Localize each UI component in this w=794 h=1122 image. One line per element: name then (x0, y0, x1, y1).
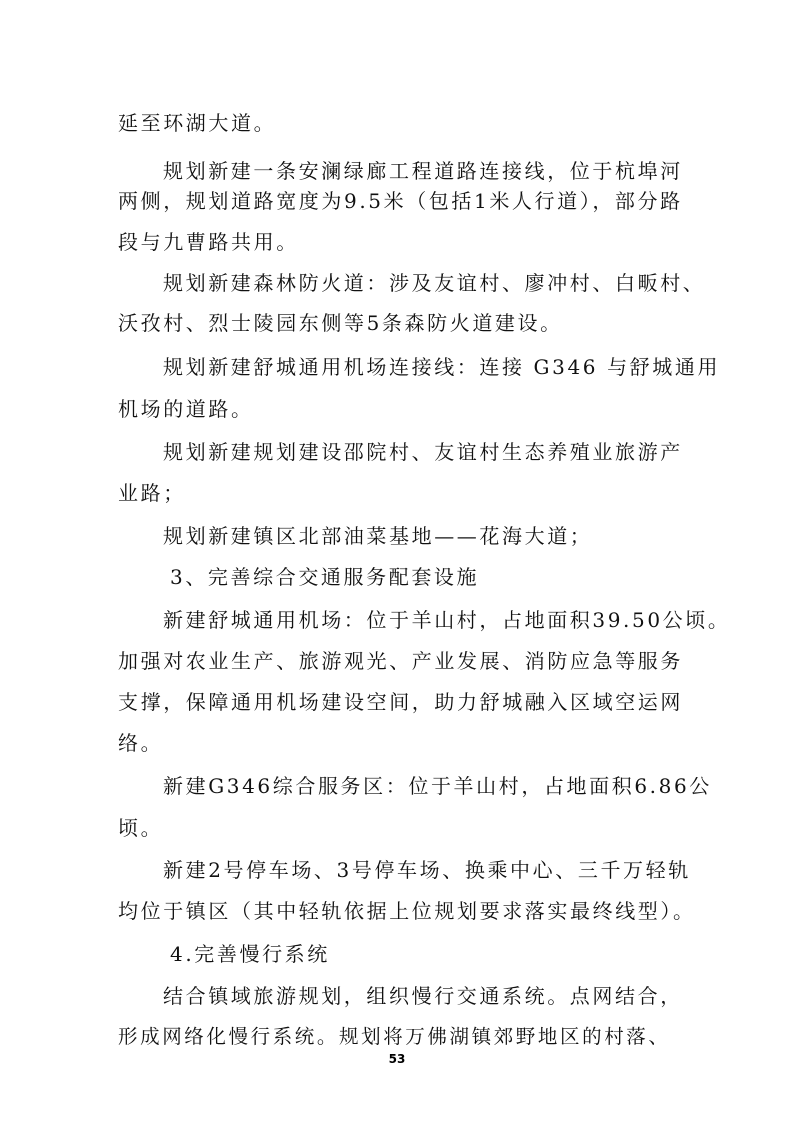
text-line: 机场的道路。 (118, 397, 254, 421)
text-line: 两侧，规划道路宽度为9.5米（包括1米人行道），部分路 (118, 189, 683, 213)
paragraph-first-line: 规划新建镇区北部油菜基地——花海大道； (163, 524, 593, 548)
paragraph-first-line: 新建舒城通用机场：位于羊山村，占地面积39.50公顷。 (163, 608, 731, 632)
paragraph-first-line: 新建G346综合服务区：位于羊山村，占地面积6.86公 (163, 774, 712, 798)
text-line: 段与九曹路共用。 (118, 230, 299, 254)
paragraph-first-line: 结合镇域旅游规划，组织慢行交通系统。点网结合， (163, 984, 683, 1008)
text-line: 支撑，保障通用机场建设空间，助力舒城融入区域空运网 (118, 690, 683, 714)
text-line: 业路； (118, 481, 186, 505)
paragraph-first-line: 规划新建舒城通用机场连接线：连接 G346 与舒城通用 (163, 355, 721, 379)
section-heading: 4.完善慢行系统 (170, 942, 330, 966)
paragraph-first-line: 规划新建森林防火道：涉及友谊村、廖冲村、白畈村、 (163, 271, 706, 295)
text-line: 均位于镇区（其中轻轨依据上位规划要求落实最终线型）。 (118, 899, 696, 923)
text-line: 形成网络化慢行系统。规划将万佛湖镇郊野地区的村落、 (118, 1025, 671, 1048)
paragraph-first-line: 规划新建规划建设邵院村、友谊村生态养殖业旅游产 (163, 440, 683, 464)
paragraph-first-line: 新建2号停车场、3号停车场、换乘中心、三千万轻轨 (163, 858, 691, 882)
paragraph-first-line: 规划新建一条安澜绿廊工程道路连接线，位于杭埠河 (163, 159, 683, 183)
text-line: 延至环湖大道。 (118, 111, 277, 135)
text-line: 络。 (118, 731, 164, 755)
text-line: 顷。 (118, 816, 164, 840)
page-number: 53 (388, 1052, 406, 1066)
section-heading: 3、完善综合交通服务配套设施 (170, 565, 480, 589)
text-line: 沃孜村、烈士陵园东侧等5条森防火道建设。 (118, 311, 563, 335)
text-line: 加强对农业生产、旅游观光、产业发展、消防应急等服务 (118, 649, 683, 673)
